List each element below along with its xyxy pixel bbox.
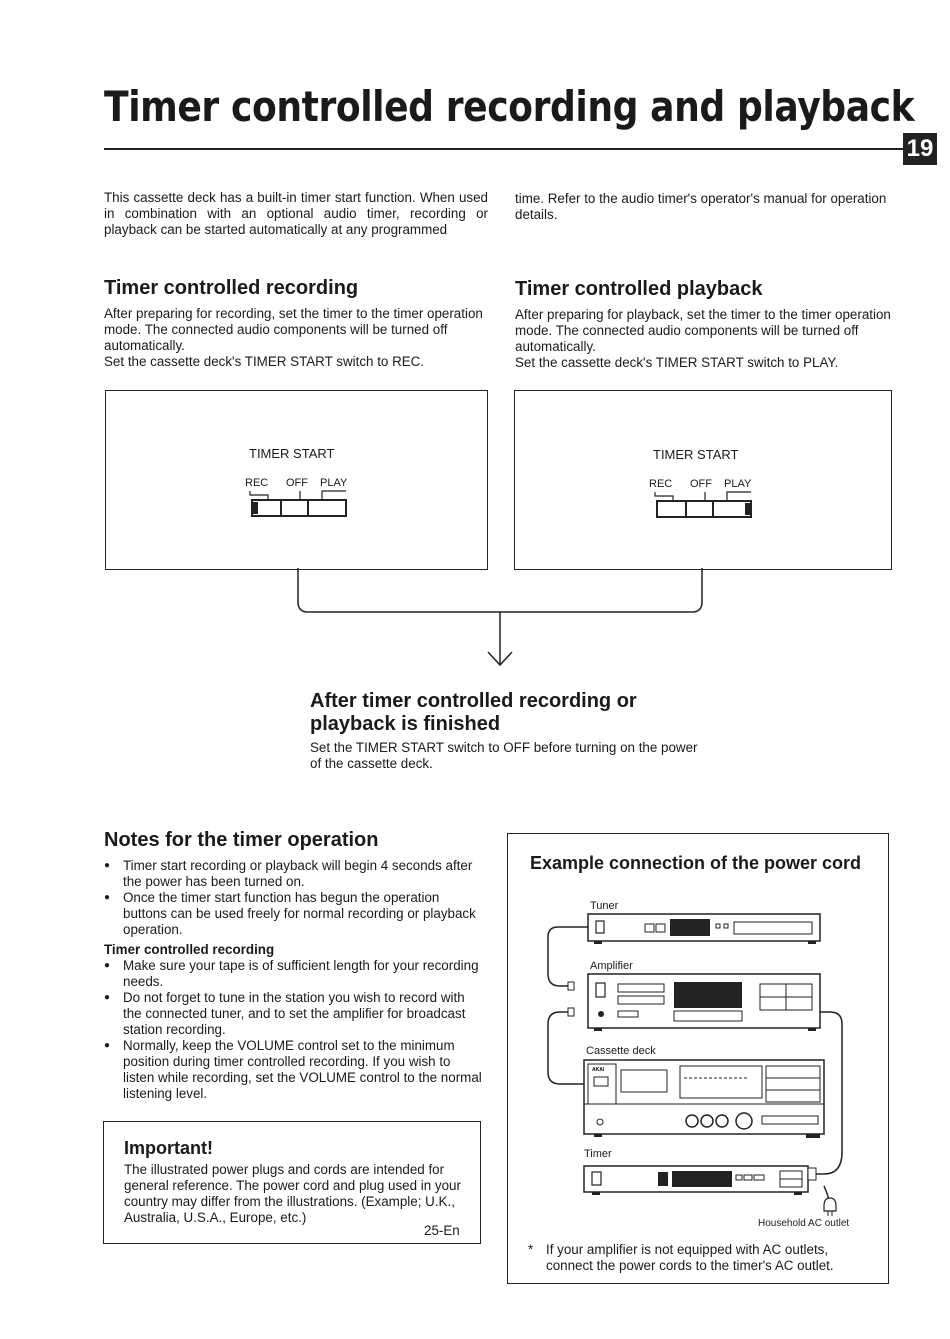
cassette-deck-label: Cassette deck — [586, 1045, 656, 1057]
recording-text: After preparing for recording, set the timer to the timer operation mode. The connected audio components will be turned off automatically. — [104, 306, 483, 353]
play-label: PLAY — [724, 478, 752, 490]
list-item: ● Make sure your tape is of sufficient length for your recording needs. — [104, 958, 484, 990]
intro-text-left: This cassette deck has a built-in timer start function. When used in combination with an optional audio timer, recording or playback can be started automatically at any programmed — [104, 190, 488, 237]
after-heading-line2: playback is finished — [310, 713, 501, 735]
play-label: PLAY — [320, 477, 348, 489]
power-connection-diagram — [508, 834, 888, 1283]
footnote — [528, 1242, 878, 1274]
timer-label: Timer — [584, 1148, 612, 1160]
off-label: OFF — [286, 477, 308, 489]
amplifier-unit-icon — [588, 974, 820, 1031]
recording-heading: Timer controlled recording — [104, 277, 359, 299]
playback-text: After preparing for playback, set the timer to the timer operation mode. The connected audio components will be turned off automatically. — [515, 307, 891, 354]
notes-list — [104, 858, 484, 938]
timer-start-label: TIMER START — [249, 446, 335, 461]
amp-outlet-plug-icon — [568, 1008, 574, 1016]
recording-section — [104, 306, 488, 370]
list-item: ● Timer start recording or playback will begin 4 seconds after the power has been turned on. — [104, 858, 484, 890]
important-heading: Important! — [124, 1138, 213, 1158]
connection-heading: Example connection of the power cord — [530, 853, 862, 873]
after-heading — [310, 690, 637, 736]
timer-unit-icon — [584, 1166, 808, 1195]
rec-label: REC — [245, 477, 269, 489]
amp-outlet-plug-icon — [568, 982, 574, 990]
after-text: Set the TIMER START switch to OFF before turning on the power of the cassette deck. — [310, 740, 698, 771]
notes-section — [104, 858, 484, 1102]
notes-heading: Notes for the timer operation — [104, 829, 379, 851]
playback-section — [515, 307, 893, 371]
outlet-label: Household AC outlet — [758, 1218, 850, 1229]
flow-connector-arrow-icon — [280, 566, 720, 670]
intro-text-right: time. Refer to the audio timer's operator's manual for operation details. — [515, 191, 887, 222]
notes-subheading: Timer controlled recording — [104, 942, 275, 957]
brand-mark: AKAI — [592, 1067, 605, 1073]
playback-instruction: Set the cassette deck's TIMER START switch to PLAY. — [515, 355, 839, 370]
slide-switch-rec-icon — [246, 489, 356, 521]
recording-instruction: Set the cassette deck's TIMER START switch to REC. — [104, 354, 425, 369]
slide-switch-play-icon — [651, 490, 761, 522]
playback-heading: Timer controlled playback — [515, 278, 763, 300]
list-item: ● Do not forget to tune in the station you wish to record with the connected tuner, and to set the amplifier for broadcast station recording. — [104, 990, 484, 1038]
tuner-unit-icon — [588, 914, 820, 944]
notes-sublist — [104, 958, 484, 1102]
page-reference: 25-En — [424, 1223, 460, 1238]
tuner-power-cord — [548, 927, 588, 986]
off-label: OFF — [690, 478, 712, 490]
timer-outlet-plug-icon — [808, 1168, 816, 1180]
tuner-label: Tuner — [590, 900, 619, 912]
footnote-mark: * — [528, 1242, 534, 1257]
list-item: ● Normally, keep the VOLUME control set to the minimum position during timer controlled recording. If you wish to listen while recording, set the VOLUME control to the normal listening level. — [104, 1038, 484, 1102]
after-heading-line1: After timer controlled recording or — [310, 690, 637, 712]
footnote-text: If your amplifier is not equipped with AC outlets, connect the power cords to the timer's AC outlet. — [546, 1242, 834, 1273]
rec-switch-panel — [105, 390, 488, 570]
connection-example-box — [507, 833, 889, 1284]
important-text: The illustrated power plugs and cords are intended for general reference. The power cord and plug used in your country may differ from the illustrations. (Example; U.K., Australia, U.S.A., Europe, etc.) — [124, 1162, 461, 1225]
wall-plug-icon — [824, 1198, 836, 1211]
list-item: ● Once the timer start function has begun the operation buttons can be used freely for normal recording or playback operation. — [104, 890, 484, 938]
important-box — [103, 1121, 481, 1244]
cassette-deck-unit-icon — [584, 1060, 824, 1138]
page-number-tab: 19 — [903, 133, 937, 165]
amplifier-label: Amplifier — [590, 960, 633, 972]
play-switch-panel — [514, 390, 892, 570]
page-title: Timer controlled recording and playback — [104, 82, 915, 131]
rec-label: REC — [649, 478, 673, 490]
timer-start-label: TIMER START — [653, 447, 739, 462]
title-rule — [104, 148, 904, 150]
deck-power-cord — [548, 1012, 584, 1084]
